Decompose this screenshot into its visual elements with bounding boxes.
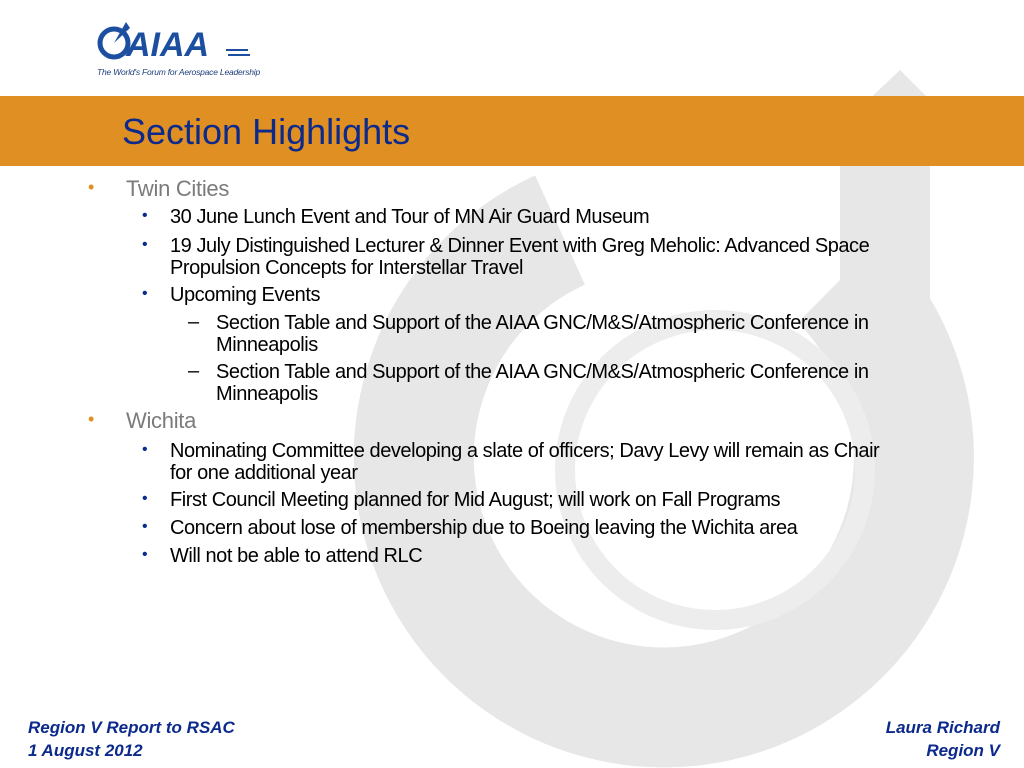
sub-list-item-text-line2: Minneapolis: [216, 334, 318, 356]
slide-title: Section Highlights: [122, 111, 411, 152]
bullet-l3: –: [188, 311, 200, 333]
bullet-l3: –: [188, 360, 200, 382]
bullet-l2: •: [142, 546, 148, 563]
list-item-text-line1: 19 July Distinguished Lecturer & Dinner Event with Greg Meholic: Advanced Space: [170, 235, 870, 257]
bullet-l2: •: [142, 490, 148, 507]
bullet-l2: •: [142, 285, 148, 302]
list-item-text-line2: Propulsion Concepts for Interstellar Travel: [170, 257, 524, 279]
list-item-text: First Council Meeting planned for Mid August; will work on Fall Programs: [170, 489, 781, 511]
list-item-text: Upcoming Events: [170, 284, 320, 306]
sub-list-item-text-line1: Section Table and Support of the AIAA GNC/M&S/Atmospheric Conference in: [216, 361, 869, 383]
bullet-l1: •: [88, 177, 95, 197]
footer-report-title: Region V Report to RSAC: [28, 718, 235, 737]
sub-list-item-text-line2: Minneapolis: [216, 383, 318, 405]
list-item-text: 30 June Lunch Event and Tour of MN Air Guard Museum: [170, 206, 650, 228]
watermark-ring: [414, 230, 914, 707]
sub-list-item-text-line1: Section Table and Support of the AIAA GNC/M&S/Atmospheric Conference in: [216, 312, 869, 334]
list-item-text: Concern about lose of membership due to Boeing leaving the Wichita area: [170, 517, 798, 539]
logo-tagline: The World's Forum for Aerospace Leadership: [97, 67, 260, 77]
section-heading-text: Twin Cities: [126, 176, 230, 201]
bullet-l2: •: [142, 207, 148, 224]
watermark-arrow-shaft: [840, 150, 930, 310]
footer-presenter: Laura Richard: [885, 718, 1000, 737]
bullet-l2: •: [142, 518, 148, 535]
list-item-text-line1: Nominating Committee developing a slate of officers; Davy Levy will remain as Chair: [170, 440, 880, 462]
footer-date: 1 August 2012: [28, 741, 143, 760]
list-item-text-line2: for one additional year: [170, 462, 358, 484]
bullet-l2: •: [142, 441, 148, 458]
list-item-text: Will not be able to attend RLC: [170, 545, 423, 567]
bullet-l2: •: [142, 236, 148, 253]
bullet-l1: •: [88, 409, 95, 429]
section-heading-text: Wichita: [126, 408, 197, 433]
footer-region: Region V: [926, 741, 1000, 760]
logo-wordmark: AIAA: [126, 26, 210, 64]
